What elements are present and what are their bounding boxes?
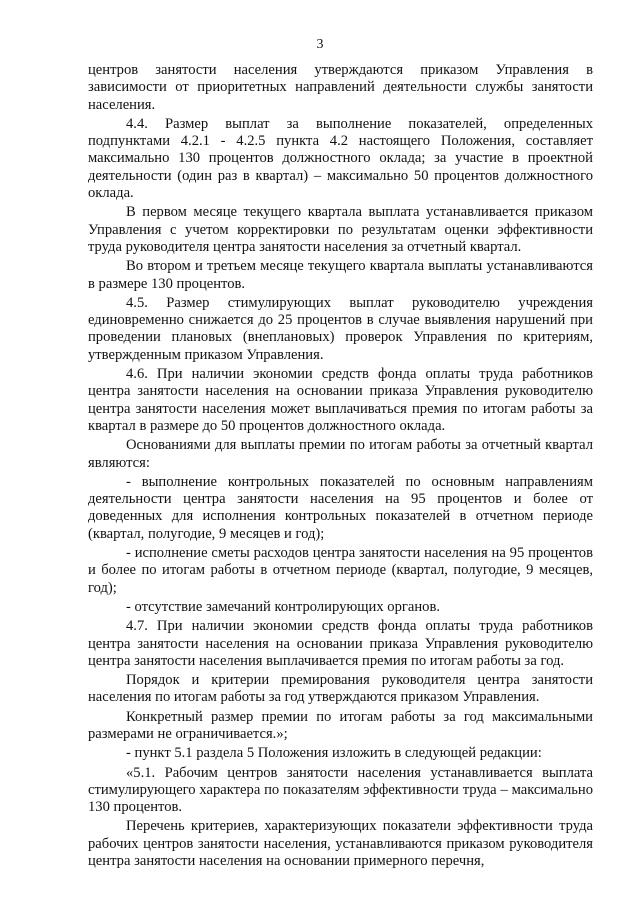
paragraph-first-month: В первом месяце текущего квартала выплата устанавливается приказом Управления с учетом корректировки по результатам оценки эффективности труда руководителя центра занятости населения за отчетный квартал. [88,204,593,255]
paragraph-criteria-list: Перечень критериев, характеризующих показатели эффективности труда рабочих центров занятости населения, устанавливаются приказом руководителя центра занятости населения на основании примерного перечня, [88,818,593,870]
paragraph-5-1: «5.1. Рабочим центров занятости населения устанавливается выплата стимулирующего характера по показателям эффективности труда – максимально 130 процентов. [88,764,593,816]
paragraph-bonus-procedure: Порядок и критерии премирования руководителя центра занятости населения по итогам работы за год утверждаются приказом Управления. [88,672,593,706]
paragraph-4-6: 4.6. При наличии экономии средств фонда оплаты труда работников центра занятости населения на основании приказа Управления руководителю центра занятости населения может выплачиваться премия по итогам работы за квартал в размере до 50 процентов должностного оклада. [88,366,593,434]
paragraph-bonus-grounds: Основаниями для выплаты премии по итогам работы за отчетный квартал являются: [88,437,593,471]
paragraph-4-5: 4.5. Размер стимулирующих выплат руководителю учреждения единовременно снижается до 25 процентов в случае выявления нарушений при проведении плановых (внеплановых) проверок Управления по критериям, утвержденным приказом Управления. [88,294,593,363]
paragraph-4-7: 4.7. При наличии экономии средств фонда оплаты труда работников центра занятости населения на основании приказа Управления руководителю центра занятости населения выплачивается премия по итогам работы за год. [88,618,593,669]
paragraph-continuation: центров занятости населения утверждаются приказом Управления в зависимости от приоритетных направлений деятельности службы занятости населения. [88,62,593,113]
list-item-control-indicators: - выполнение контрольных показателей по основным направлениям деятельности центра занятости населения на 95 процентов и более от доведенных для исполнения контрольных показателей в отчетном периоде (квартал, полугодие, 9 месяцев и год); [88,473,593,542]
list-item-no-remarks: - отсутствие замечаний контролирующих органов. [126,598,440,615]
paragraph-bonus-amount: Конкретный размер премии по итогам работы за год максимальными размерами не ограничивается.»; [88,708,593,742]
page-number: 3 [316,37,324,52]
paragraph-amend-5-1: - пункт 5.1 раздела 5 Положения изложить в следующей редакции: [126,745,542,762]
paragraph-4-4: 4.4. Размер выплат за выполнение показателей, определенных подпунктами 4.2.1 - 4.2.5 пункта 4.2 настоящего Положения, составляет максимально 130 процентов должностного оклада; за участие в проектной деятельности (один раз в квартал) – максимально 50 процентов должностного оклада. [88,115,593,202]
paragraph-second-third-month: Во втором и третьем месяце текущего квартала выплаты устанавливаются в размере 130 процентов. [88,258,593,292]
document-body [88,62,593,872]
list-item-budget-execution: - исполнение сметы расходов центра занятости населения на 95 процентов и более по итогам работы в отчетном периоде (квартал, полугодие, 9 месяцев, год); [88,545,593,596]
